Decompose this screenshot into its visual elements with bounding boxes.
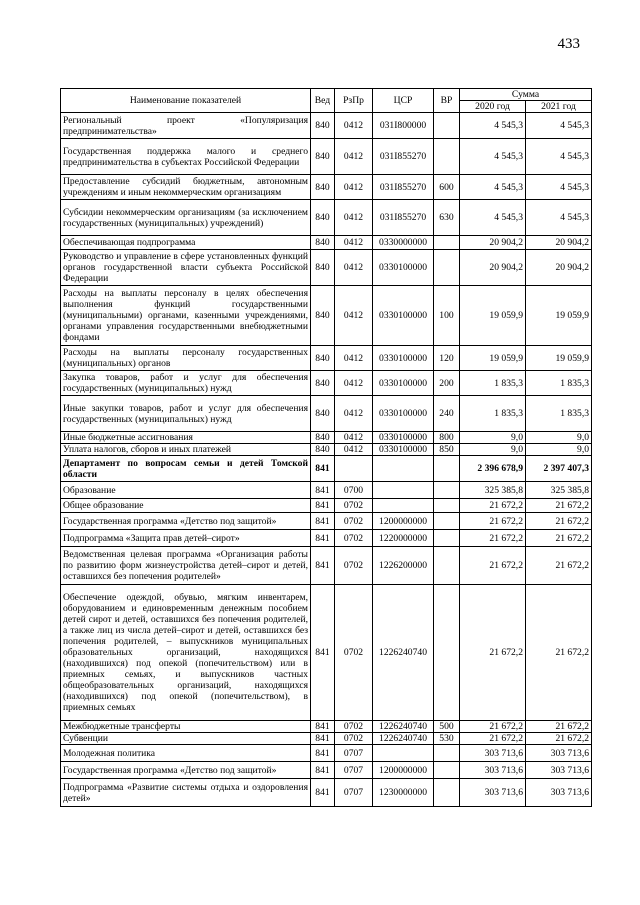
table-row: [61, 721, 592, 733]
cell-vr: 120: [434, 346, 460, 371]
cell-vr: [434, 585, 460, 721]
cell-v2021: 21 672,2: [526, 585, 592, 721]
cell-rzpr: 0702: [335, 513, 373, 530]
cell-name: Расходы на выплаты персоналу государственных (муниципальных) органов: [61, 346, 311, 371]
cell-name: Образование: [61, 482, 311, 499]
cell-csr: 0330100000: [373, 396, 434, 432]
cell-ved: 841: [311, 762, 335, 779]
cell-vr: [434, 530, 460, 547]
cell-v2020: 325 385,8: [460, 482, 526, 499]
cell-ved: 841: [311, 530, 335, 547]
cell-rzpr: 0412: [335, 396, 373, 432]
table-row: [61, 139, 592, 175]
cell-v2021: 303 713,6: [526, 779, 592, 807]
cell-vr: 600: [434, 175, 460, 200]
cell-v2021: 20 904,2: [526, 250, 592, 286]
cell-rzpr: 0412: [335, 236, 373, 250]
budget-table: [60, 88, 592, 807]
table-row: [61, 346, 592, 371]
table-row: [61, 371, 592, 396]
cell-name: Закупка товаров, работ и услуг для обеспечения государственных (муниципальных) нужд: [61, 371, 311, 396]
cell-v2020: 21 672,2: [460, 513, 526, 530]
cell-v2020: 1 835,3: [460, 396, 526, 432]
cell-vr: [434, 456, 460, 482]
table-row: [61, 250, 592, 286]
cell-name: Обеспечивающая подпрограмма: [61, 236, 311, 250]
cell-v2020: 2 396 678,9: [460, 456, 526, 482]
cell-rzpr: 0412: [335, 444, 373, 456]
cell-rzpr: 0707: [335, 762, 373, 779]
cell-v2020: 21 672,2: [460, 499, 526, 513]
cell-vr: [434, 113, 460, 139]
col-header-2020: 2020 год: [460, 101, 526, 113]
table-row: [61, 499, 592, 513]
cell-vr: [434, 779, 460, 807]
cell-csr: 031I855270: [373, 139, 434, 175]
cell-v2020: 21 672,2: [460, 721, 526, 733]
cell-v2021: 9,0: [526, 444, 592, 456]
cell-name: Иные закупки товаров, работ и услуг для обеспечения государственных (муниципальных) нужд: [61, 396, 311, 432]
table-row: [61, 585, 592, 721]
table-row: [61, 762, 592, 779]
cell-vr: 500: [434, 721, 460, 733]
cell-name: Субсидии некоммерческим организациям (за исключением государственных (муниципальных) учреждений): [61, 200, 311, 236]
cell-v2020: 19 059,9: [460, 346, 526, 371]
cell-csr: 1200000000: [373, 762, 434, 779]
col-header-2021: 2021 год: [526, 101, 592, 113]
cell-name: Обеспечение одеждой, обувью, мягким инвентарем, оборудованием и единовременным денежным пособием детей сирот и детей, оставшихся без попечения родителей, а также лиц из числа детей–сирот и детей, оставшихся без попечения родителей, – выпускников муниципальных образовательных организаций, находящихся (находившихся) под опекой (попечительством) или в приемных семьях, и выпускников частных общеобразовательных организаций, находящихся (находившихся) под опекой (попечительством), в приемных семьях: [61, 585, 311, 721]
cell-csr: 1226240740: [373, 721, 434, 733]
col-header-ved: Вед: [311, 89, 335, 113]
cell-csr: 0330100000: [373, 286, 434, 346]
cell-v2020: 303 713,6: [460, 779, 526, 807]
cell-name: Иные бюджетные ассигнования: [61, 432, 311, 444]
cell-name: Руководство и управление в сфере установленных функций органов государственной власти субъекта Российской Федерации: [61, 250, 311, 286]
table-row: [61, 444, 592, 456]
cell-csr: 1226200000: [373, 547, 434, 585]
cell-csr: [373, 499, 434, 513]
cell-vr: 240: [434, 396, 460, 432]
cell-name: Государственная поддержка малого и среднего предпринимательства в субъектах Российской Федерации: [61, 139, 311, 175]
cell-vr: 630: [434, 200, 460, 236]
cell-v2021: 1 835,3: [526, 396, 592, 432]
cell-v2020: 4 545,3: [460, 200, 526, 236]
cell-vr: 100: [434, 286, 460, 346]
cell-v2020: 20 904,2: [460, 236, 526, 250]
cell-v2021: 21 672,2: [526, 733, 592, 745]
cell-ved: 840: [311, 175, 335, 200]
table-row: [61, 200, 592, 236]
cell-vr: 800: [434, 432, 460, 444]
cell-v2020: 21 672,2: [460, 530, 526, 547]
cell-v2021: 9,0: [526, 432, 592, 444]
cell-v2021: 21 672,2: [526, 499, 592, 513]
cell-v2020: 19 059,9: [460, 286, 526, 346]
cell-rzpr: 0412: [335, 113, 373, 139]
cell-v2021: 1 835,3: [526, 371, 592, 396]
cell-csr: 031I855270: [373, 175, 434, 200]
cell-ved: 841: [311, 585, 335, 721]
cell-vr: [434, 482, 460, 499]
table-row: [61, 286, 592, 346]
table-row: [61, 530, 592, 547]
cell-rzpr: 0412: [335, 250, 373, 286]
cell-ved: 840: [311, 200, 335, 236]
table-row: [61, 482, 592, 499]
table-row: [61, 547, 592, 585]
cell-ved: 841: [311, 456, 335, 482]
cell-csr: 1200000000: [373, 513, 434, 530]
table-body: [61, 113, 592, 807]
cell-vr: 530: [434, 733, 460, 745]
cell-vr: [434, 762, 460, 779]
cell-rzpr: 0412: [335, 175, 373, 200]
cell-vr: [434, 745, 460, 762]
cell-v2021: 4 545,3: [526, 113, 592, 139]
cell-v2020: 21 672,2: [460, 733, 526, 745]
cell-v2020: 303 713,6: [460, 745, 526, 762]
cell-ved: 840: [311, 113, 335, 139]
cell-csr: 031I855270: [373, 200, 434, 236]
cell-ved: 840: [311, 432, 335, 444]
table-row: [61, 432, 592, 444]
table-row: [61, 779, 592, 807]
cell-v2020: 21 672,2: [460, 585, 526, 721]
table-row: [61, 175, 592, 200]
cell-v2021: 4 545,3: [526, 175, 592, 200]
cell-rzpr: 0412: [335, 139, 373, 175]
cell-ved: 840: [311, 139, 335, 175]
cell-v2021: 325 385,8: [526, 482, 592, 499]
cell-ved: 840: [311, 371, 335, 396]
cell-rzpr: 0707: [335, 779, 373, 807]
cell-v2021: 2 397 407,3: [526, 456, 592, 482]
cell-csr: 0330100000: [373, 371, 434, 396]
cell-v2021: 4 545,3: [526, 139, 592, 175]
cell-v2021: 21 672,2: [526, 513, 592, 530]
cell-ved: 840: [311, 250, 335, 286]
cell-ved: 840: [311, 346, 335, 371]
table-row: [61, 113, 592, 139]
cell-name: Молодежная политика: [61, 745, 311, 762]
cell-ved: 840: [311, 396, 335, 432]
cell-v2020: 4 545,3: [460, 139, 526, 175]
cell-rzpr: 0702: [335, 530, 373, 547]
cell-csr: [373, 456, 434, 482]
cell-rzpr: 0702: [335, 733, 373, 745]
table-row: [61, 745, 592, 762]
cell-rzpr: 0702: [335, 547, 373, 585]
cell-v2021: 21 672,2: [526, 530, 592, 547]
cell-csr: 1220000000: [373, 530, 434, 547]
cell-vr: [434, 250, 460, 286]
table-row: [61, 513, 592, 530]
cell-rzpr: 0700: [335, 482, 373, 499]
col-header-rzpr: РзПр: [335, 89, 373, 113]
table-row: [61, 236, 592, 250]
cell-ved: 841: [311, 513, 335, 530]
cell-csr: 0330100000: [373, 444, 434, 456]
cell-name: Общее образование: [61, 499, 311, 513]
cell-csr: [373, 482, 434, 499]
page-number: 433: [557, 36, 580, 52]
cell-csr: 0330100000: [373, 250, 434, 286]
cell-v2021: 21 672,2: [526, 721, 592, 733]
table-row: [61, 396, 592, 432]
cell-name: Расходы на выплаты персоналу в целях обеспечения выполнения функций государственными (муниципальными) органами, казенными учреждениями, органами управления государственными внебюджетными фондами: [61, 286, 311, 346]
col-header-csr: ЦСР: [373, 89, 434, 113]
cell-rzpr: 0707: [335, 745, 373, 762]
cell-vr: [434, 547, 460, 585]
cell-rzpr: 0412: [335, 286, 373, 346]
cell-v2021: 20 904,2: [526, 236, 592, 250]
cell-v2020: 9,0: [460, 444, 526, 456]
cell-name: Государственная программа «Детство под защитой»: [61, 762, 311, 779]
cell-csr: 1226240740: [373, 585, 434, 721]
cell-ved: 841: [311, 547, 335, 585]
cell-rzpr: 0702: [335, 499, 373, 513]
cell-v2021: 19 059,9: [526, 346, 592, 371]
cell-v2020: 21 672,2: [460, 547, 526, 585]
cell-v2021: 4 545,3: [526, 200, 592, 236]
cell-name: Департамент по вопросам семьи и детей Томской области: [61, 456, 311, 482]
cell-ved: 840: [311, 236, 335, 250]
cell-ved: 841: [311, 779, 335, 807]
cell-ved: 840: [311, 444, 335, 456]
cell-name: Ведомственная целевая программа «Организация работы по развитию форм жизнеустройства детей–сирот и детей, оставшихся без попечения родителей»: [61, 547, 311, 585]
cell-csr: 0330100000: [373, 432, 434, 444]
cell-name: Государственная программа «Детство под защитой»: [61, 513, 311, 530]
cell-v2020: 1 835,3: [460, 371, 526, 396]
col-header-sum: Сумма: [460, 89, 592, 101]
cell-csr: 1230000000: [373, 779, 434, 807]
cell-vr: [434, 499, 460, 513]
cell-csr: 1226240740: [373, 733, 434, 745]
cell-ved: 841: [311, 745, 335, 762]
col-header-vr: ВР: [434, 89, 460, 113]
cell-v2021: 21 672,2: [526, 547, 592, 585]
cell-v2021: 19 059,9: [526, 286, 592, 346]
table-row: [61, 456, 592, 482]
cell-v2020: 303 713,6: [460, 762, 526, 779]
cell-rzpr: 0412: [335, 346, 373, 371]
cell-v2020: 4 545,3: [460, 113, 526, 139]
cell-vr: [434, 139, 460, 175]
cell-csr: 031I800000: [373, 113, 434, 139]
table-row: [61, 733, 592, 745]
cell-name: Подпрограмма «Развитие системы отдыха и оздоровления детей»: [61, 779, 311, 807]
cell-v2020: 9,0: [460, 432, 526, 444]
cell-ved: 841: [311, 499, 335, 513]
cell-v2021: 303 713,6: [526, 745, 592, 762]
cell-csr: [373, 745, 434, 762]
cell-name: Межбюджетные трансферты: [61, 721, 311, 733]
cell-ved: 840: [311, 286, 335, 346]
cell-name: Субвенции: [61, 733, 311, 745]
cell-v2021: 303 713,6: [526, 762, 592, 779]
cell-vr: [434, 513, 460, 530]
cell-ved: 841: [311, 721, 335, 733]
cell-rzpr: 0412: [335, 200, 373, 236]
cell-ved: 841: [311, 733, 335, 745]
cell-vr: 200: [434, 371, 460, 396]
cell-rzpr: 0412: [335, 432, 373, 444]
cell-csr: 0330100000: [373, 346, 434, 371]
cell-csr: 0330000000: [373, 236, 434, 250]
cell-v2020: 20 904,2: [460, 250, 526, 286]
cell-ved: 841: [311, 482, 335, 499]
cell-rzpr: 0702: [335, 585, 373, 721]
cell-name: Региональный проект «Популяризация предпринимательства»: [61, 113, 311, 139]
cell-vr: [434, 236, 460, 250]
cell-rzpr: 0702: [335, 721, 373, 733]
cell-name: Подпрограмма «Защита прав детей–сирот»: [61, 530, 311, 547]
cell-name: Предоставление субсидий бюджетным, автономным учреждениям и иным некоммерческим организациям: [61, 175, 311, 200]
cell-v2020: 4 545,3: [460, 175, 526, 200]
cell-name: Уплата налогов, сборов и иных платежей: [61, 444, 311, 456]
cell-rzpr: [335, 456, 373, 482]
col-header-name: Наименование показателей: [61, 89, 311, 113]
cell-vr: 850: [434, 444, 460, 456]
cell-rzpr: 0412: [335, 371, 373, 396]
